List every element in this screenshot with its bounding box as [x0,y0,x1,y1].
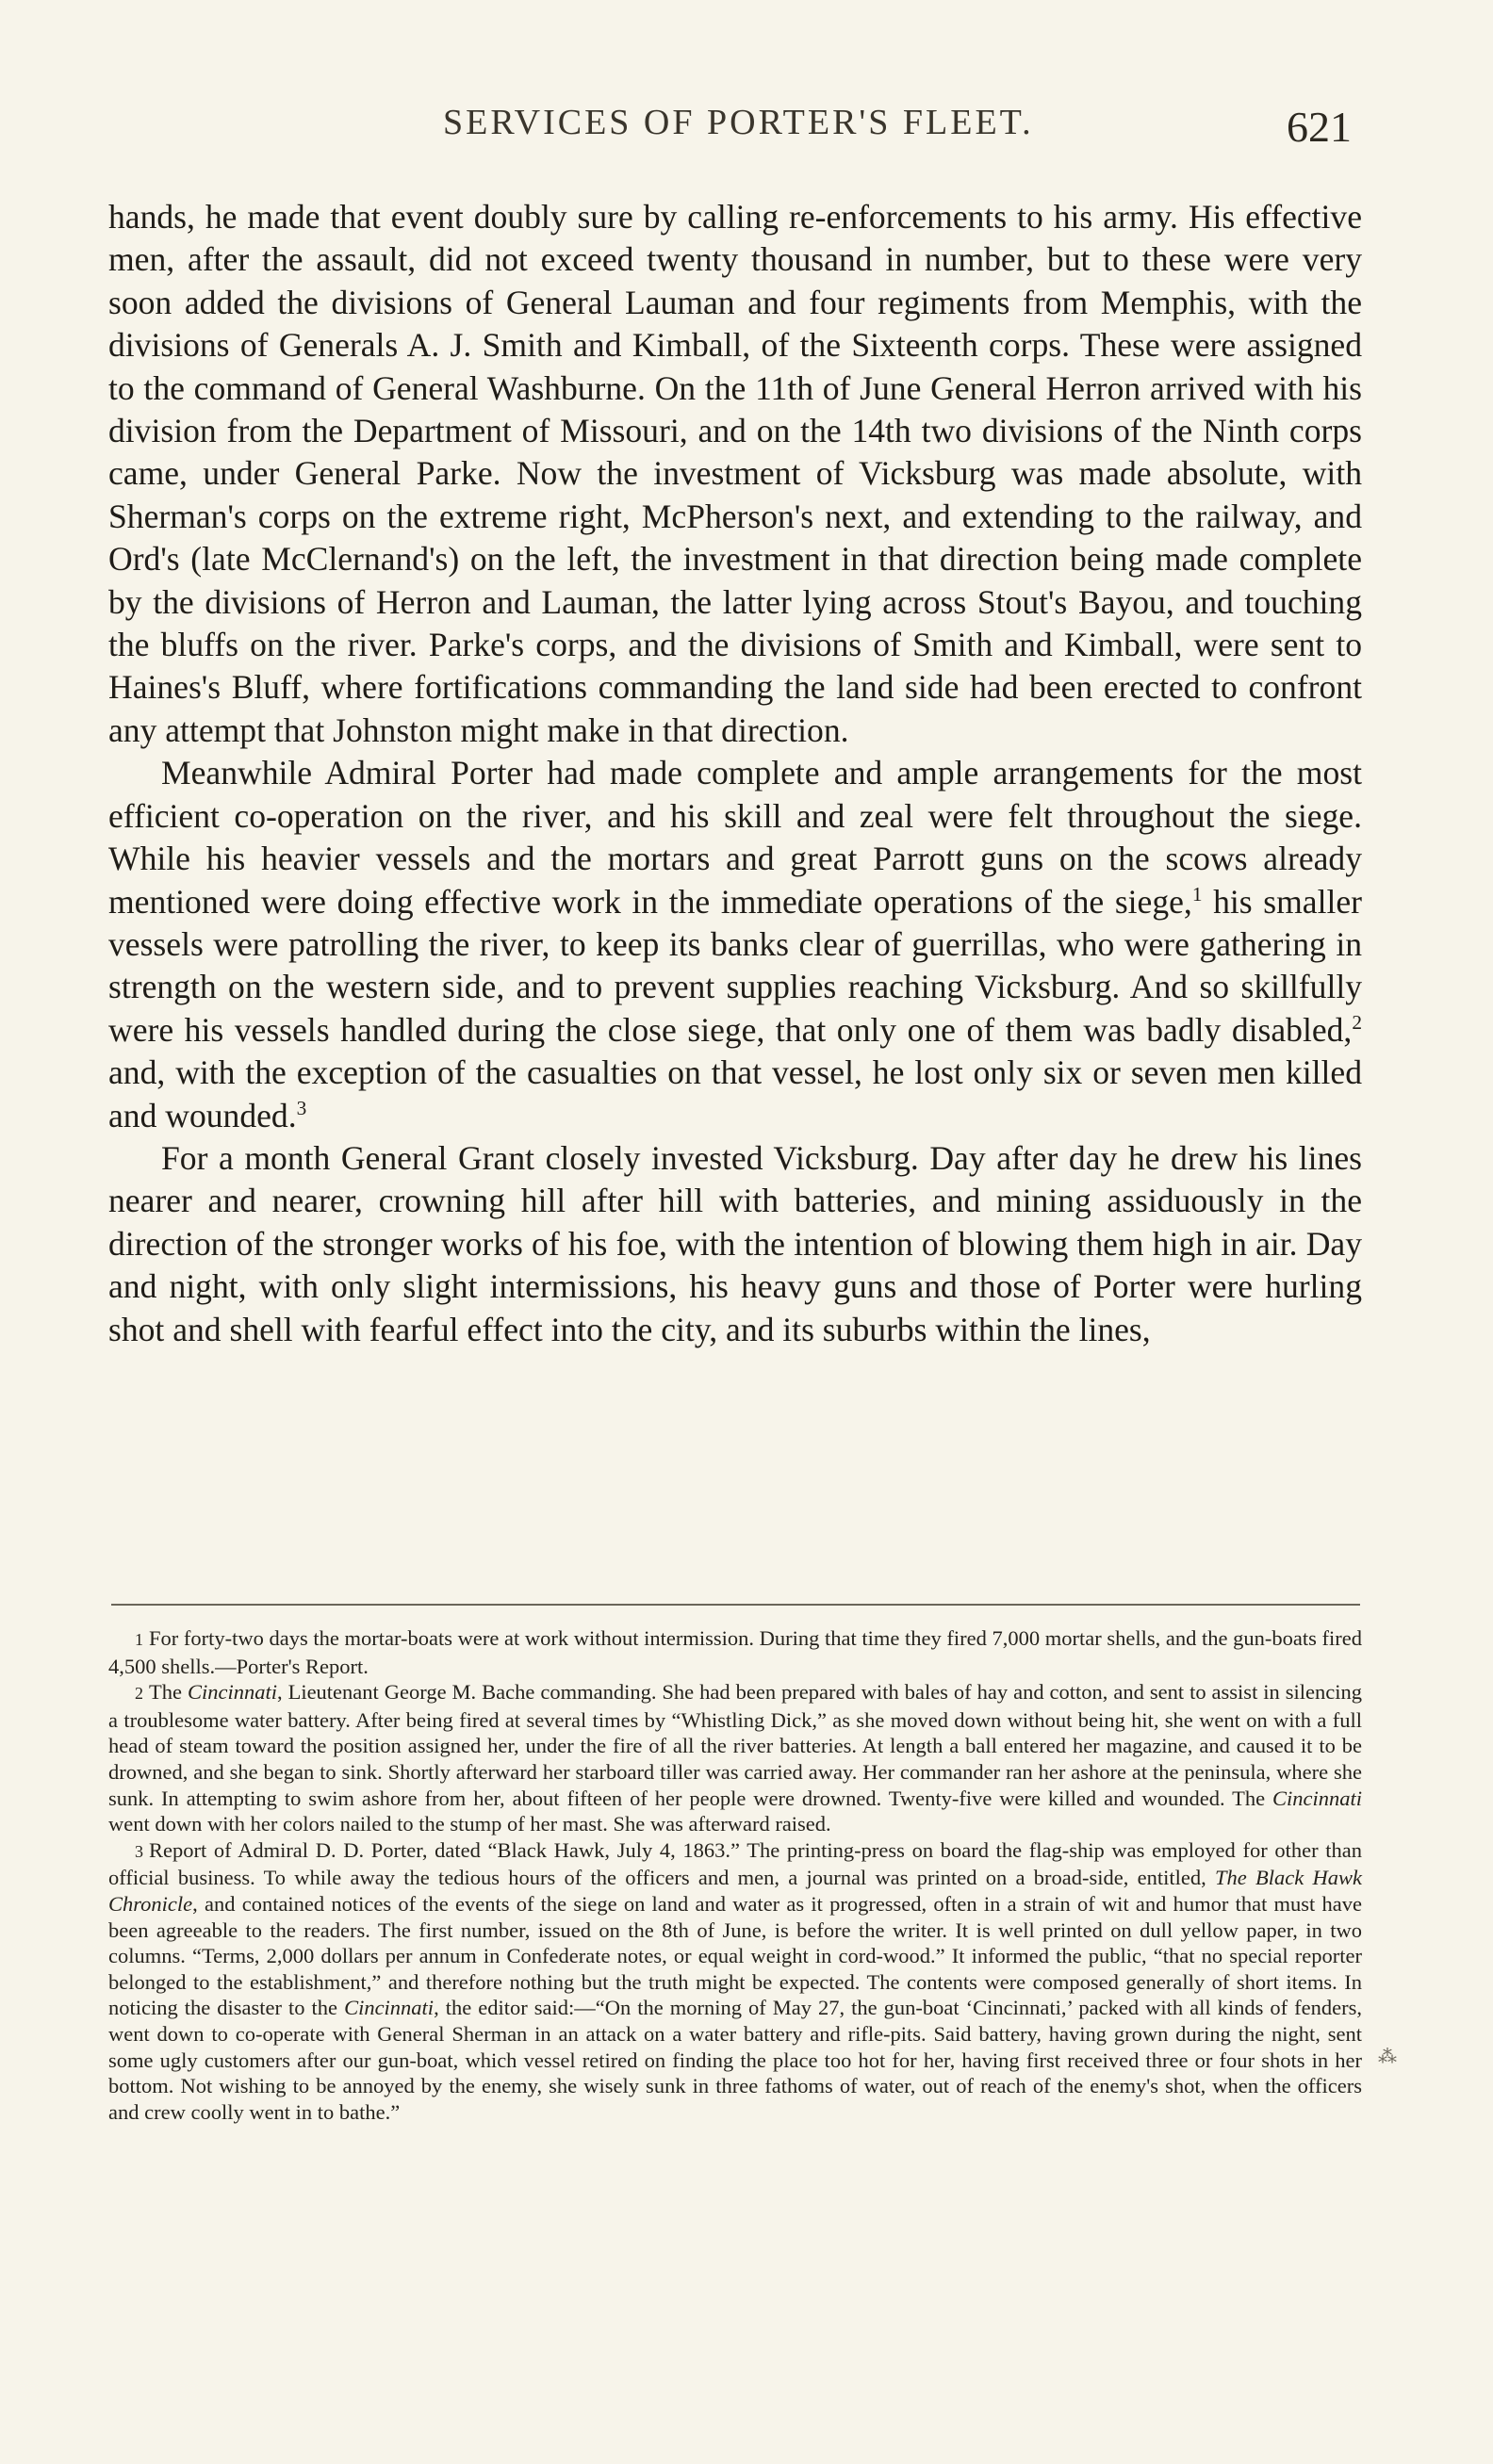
footnote-text: The [149,1680,188,1705]
paragraph-2-part-c: and, with the exception of the casualties on that vessel, he lost only six or seven men killed and wounded. [108,1053,1362,1134]
footnote-ref-2: 2 [1352,1010,1362,1034]
footnote-text: , the editor said:—“On the morning of May 27, the gun-boat ‘Cincinnati,’ packed with all kinds of fenders, went down to co-operate with General Sherman in an attack on a water battery and rifle-pits. Said battery, having grown during the night, sent some ugly customers after our gun-boat, which vessel retired on finding the place too hot for her, having first received three or four shots in her bottom. Not wishing to be annoyed by the enemy, she wisely sunk in three fathoms of water, out of reach of the enemy's shot, when the officers and crew coolly went in to bathe.” [108,1996,1363,2124]
page-number: 621 [1287,103,1352,151]
main-text [108,196,1362,1351]
footnote-marker: 1 [135,1630,143,1649]
footnote-divider [111,1604,1360,1606]
paragraph-2-part-a: Meanwhile Admiral Porter had made complete and ample arrangements for the most efficient co-operation on the river, and his skill and zeal were felt throughout the siege. While his heavier vessels and the mortars and great Parrott guns on the scows already mentioned were doing effective work in the immediate operations of the siege, [108,754,1362,921]
footnote-marker: 3 [135,1841,143,1861]
running-title: SERVICES OF PORTER'S FLEET. [443,103,1034,142]
footnote-text: , Lieutenant George M. Bache commanding. She had been prepared with bales of hay and cotton, and sent to assist in silencing a troublesome water battery. After being fired at several times by “Whistling Dick,” as she moved down without being hit, she went on with a full head of steam toward the position assigned her, under the fire of all the river batteries. At length a ball entered her magazine, and caused it to be drowned, and she began to sink. Shortly afterward her starboard tiller was carried away. Her commander ran her ashore at the peninsula, where she sunk. In attempting to swim ashore from her, about fifteen of her people were drowned. Twenty-five were killed and wounded. The [108,1680,1363,1810]
footnote-text: For forty-two days the mortar-boats were at work without intermission. During that time they fired 7,000 mortar shells, and the gun-boats fired 4,500 shells.—Porter's Report. [108,1626,1362,1678]
footnote-3 [108,1837,1362,2126]
margin-ornament: ⁂ [1378,2047,1397,2067]
paragraph-2 [108,752,1362,1137]
paragraph-1: hands, he made that event doubly sure by calling re-enforcements to his army. His effective men, after the assault, did not exceed twenty thousand in number, but to these were very soon added the divisions of General Lauman and four regiments from Memphis, with the divisions of Generals A. J. Smith and Kimball, of the Sixteenth corps. These were assigned to the command of General Washburne. On the 11th of June General Herron arrived with his division from the Department of Missouri, and on the 14th two divisions of the Ninth corps came, under General Parke. Now the investment of Vicksburg was made absolute, with Sherman's corps on the extreme right, McPherson's next, and extending to the railway, and Ord's (late McClernand's) on the left, the investment in that direction being made complete by the divisions of Herron and Lauman, the latter lying across Stout's Bayou, and touching the bluffs on the river. Parke's corps, and the divisions of Smith and Kimball, were sent to Haines's Bluff, where fortifications commanding the land side had been erected to confront any attempt that Johnston might make in that direction. [108,198,1362,749]
footnote-marker: 2 [135,1684,143,1704]
footnote-italic-text: Cincinnati [344,1996,435,2020]
footnote-text: Report of Admiral D. D. Porter, dated “Black Hawk, July 4, 1863.” The printing-press on board the flag-ship was employed for other than official business. To while away the tedious hours of the officers and men, a journal was printed on a broad-side, entitled, [108,1837,1362,1890]
footnote-1 [108,1625,1362,1679]
footnotes [108,1625,1362,2125]
footnote-italic-text: The Black Hawk Chronicle [108,1866,1362,1916]
footnote-2 [108,1679,1362,1837]
footnote-italic-text: Cincinnati [1272,1786,1362,1810]
paragraph-3: For a month General Grant closely invested Vicksburg. Day after day he drew his lines nearer and nearer, crowning hill after hill with batteries, and mining assiduously in the direction of the stronger works of his foe, with the intention of blowing them high in air. Day and night, with only slight intermissions, his heavy guns and those of Porter were hurling shot and shell with fearful effect into the city, and its suburbs within the lines, [108,1138,1362,1348]
footnote-ref-1: 1 [1191,882,1203,906]
paragraph-2-part-b: his smaller vessels were patrolling the river, to keep its banks clear of guerrillas, who were gathering in strength on the western side, and to prevent supplies reaching Vicksburg. And so skillfully were his vessels handled during the close siege, that only one of them was badly disabled, [108,882,1363,1049]
footnote-italic-text: Cincinnati [187,1680,277,1705]
footnote-ref-3: 3 [296,1096,307,1119]
footnote-text: , and contained notices of the events of the siege on land and water as it progressed, often in a strain of wit and humor that must have been agreeable to the readers. The first number, issued on the 8th of June, is before the writer. It is well printed on dull yellow paper, in two columns. “Terms, 2,000 dollars per annum in Confederate notes, or equal weight in cord-wood.” It informed the public, “that no special reporter belonged to the establishment,” and therefore nothing but the truth might be expected. The contents were composed generally of short items. In noticing the disaster to the [108,1891,1362,2020]
footnote-text: went down with her colors nailed to the stump of her mast. She was afterward raised. [108,1812,831,1836]
